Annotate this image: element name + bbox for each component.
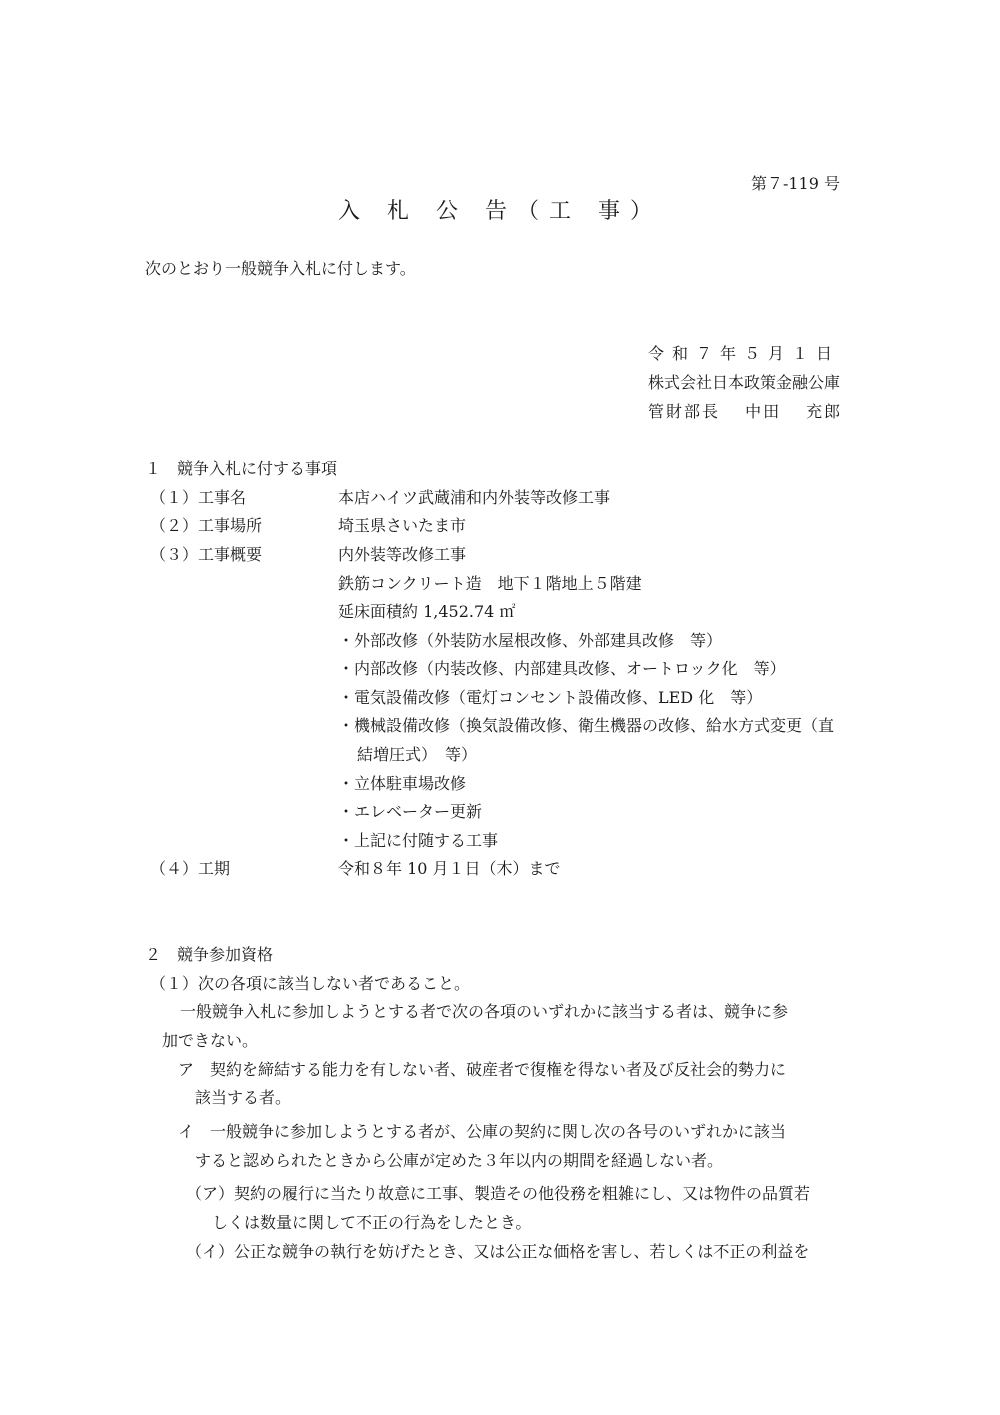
item-i-a-line: （ア）契約の履行に当たり故意に工事、製造その他役務を粗雑にし、又は物件の品質若: [186, 1184, 811, 1203]
overview-detail: ・外部改修（外装防水屋根改修、外部建具改修 等）: [338, 631, 723, 650]
item-value-construction-overview: 内外装等改修工事: [338, 545, 467, 564]
item-a-line: ア 契約を締結する能力を有しない者、破産者で復権を得ない者及び反社会的勢力に: [178, 1060, 787, 1079]
item-i-line: すると認められたときから公庫が定めた３年以内の期間を経過しない者。: [195, 1151, 724, 1170]
paragraph-line: 加できない。: [162, 1031, 259, 1050]
section1-heading: １ 競争入札に付する事項: [145, 459, 338, 478]
overview-detail: ・立体駐車場改修: [338, 774, 467, 793]
page-title: 入 札 公 告（工 事）: [338, 199, 662, 224]
item-value-construction-name: 本店ハイツ武蔵浦和内外装等改修工事: [338, 488, 611, 507]
item-i-a-line: しくは数量に関して不正の行為をしたとき。: [212, 1213, 532, 1232]
item-i-line: イ 一般競争に参加しようとする者が、公庫の契約に関し次の各号のいずれかに該当: [178, 1122, 787, 1141]
overview-detail: ・上記に付随する工事: [338, 831, 499, 850]
section2-heading: ２ 競争参加資格: [145, 945, 274, 964]
overview-detail: ・電気設備改修（電灯コンセント設備改修、LED 化 等）: [338, 688, 763, 707]
overview-detail: ・機械設備改修（換気設備改修、衛生機器の改修、給水方式変更（直: [338, 716, 835, 735]
item-label-construction-site: （２）工事場所: [150, 516, 263, 535]
item-a-line: 該当する者。: [195, 1088, 292, 1107]
intro-text: 次のとおり一般競争入札に付します。: [145, 259, 416, 278]
paragraph-line: 一般競争入札に参加しようとする者で次の各項のいずれかに該当する者は、競争に参: [180, 1002, 789, 1021]
overview-detail: ・内部改修（内装改修、内部建具改修、オートロック化 等）: [338, 659, 786, 678]
issue-date: 令和７年５月１日: [648, 344, 841, 363]
subsection-1-heading: （１）次の各項に該当しない者であること。: [150, 974, 471, 993]
item-label-construction-name: （１）工事名: [150, 488, 247, 507]
issuer-organization: 株式会社日本政策金融公庫: [648, 373, 841, 392]
overview-detail: 結増圧式） 等）: [357, 745, 478, 764]
item-value-construction-period: 令和８年 10 月１日（木）まで: [338, 859, 561, 878]
document-number: 第７-119 号: [750, 174, 840, 193]
issuer-person: 管財部長 中田 充郎: [648, 402, 843, 421]
item-label-construction-overview: （３）工事概要: [150, 545, 263, 564]
item-label-construction-period: （４）工期: [150, 859, 231, 878]
overview-detail: 延床面積約 1,452.74 ㎡: [338, 602, 516, 621]
overview-detail: 鉄筋コンクリート造 地下１階地上５階建: [338, 574, 642, 593]
item-i-b-line: （イ）公正な競争の執行を妨げたとき、又は公正な価格を害し、若しくは不正の利益を: [186, 1242, 810, 1261]
item-value-construction-site: 埼玉県さいたま市: [338, 516, 467, 535]
overview-detail: ・エレベーター更新: [338, 802, 483, 821]
